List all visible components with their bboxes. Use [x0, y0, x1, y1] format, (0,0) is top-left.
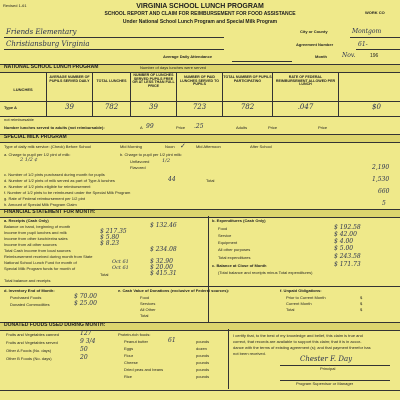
milk-line-a: a. Charge to pupil per 1/2 pint of milk: [4, 152, 71, 157]
milk-right-value-4: 5 [382, 200, 386, 207]
receipt-label-7: Special Milk Program funds for month of [4, 266, 76, 271]
receipt-value-4: $ 234.08 [150, 246, 177, 253]
receipt-value-2: $ 5.80 [100, 234, 120, 241]
form-subtitle: SCHOOL REPORT AND CLAIM FOR REIMBURSEMENT FOR FOOD ASSISTANCE [104, 11, 296, 17]
form-title: VIRGINIA SCHOOL LUNCH PROGRAM [136, 3, 264, 10]
expend-value-1: $ 42.00 [334, 231, 357, 238]
unpaid-row-0: Prior to Current Month [286, 295, 326, 300]
milk-price-a: 2 1/2 ¢ [20, 157, 38, 163]
donated-left-value-0: 127 [80, 330, 92, 337]
unpaid-value-2: $ [360, 307, 363, 312]
adults-price-label: Price [176, 125, 186, 130]
col-header-total: TOTAL LUNCHES [96, 79, 127, 83]
adults-a-label: A [140, 125, 143, 130]
balance-value: $ 171.73 [334, 261, 361, 268]
adults-label-2: Adults [236, 125, 248, 130]
milk-mid-morning: Mid Morning [120, 144, 143, 149]
receipt-value-0: $ 132.46 [150, 222, 177, 229]
sub-note: not reimbursable [4, 117, 34, 122]
donated-left-label-1: Fruits and Vegetables served [6, 340, 58, 345]
milk-line-b: b. Charge to pupil per 1/2 pint milk: [120, 152, 183, 157]
val-free: 39 [149, 103, 158, 111]
col-header-rate: RATE OF FEDERAL REIMBURSEMENT ALLOWED PER LUNCH [275, 75, 336, 87]
principal-label: Principal [320, 366, 336, 371]
ada-label: Average Daily Attendance [163, 54, 213, 59]
section5-heading: DONATED FOODS USED DURING MONTH: [4, 322, 106, 328]
receipt-label-8: Total [100, 272, 109, 277]
col-header-lunches: LUNCHES [13, 87, 33, 92]
form-subtitle-2: Under National School Lunch Program and Special Milk Program [122, 19, 278, 25]
donated-mid-unit-6: pounds [196, 374, 210, 379]
unpaid-value-0: $ [360, 295, 363, 300]
milk-line-f: f. Number of 1/2 pints to be reimbursed under the Special Milk Program [4, 190, 131, 195]
donated-value: $ 25.00 [74, 300, 97, 307]
milk-unflavored-value: 1/2 [162, 158, 171, 164]
expend-label-3: All other purposes [218, 247, 251, 252]
receipt-label-5: Reimbursement received during month from State [4, 254, 93, 259]
val-claim-amount: $0 [372, 103, 381, 111]
purchased-label: Purchased Foods [10, 295, 42, 300]
donated-left-value-2: 50 [80, 346, 88, 353]
milk-right-value-1: 2,190 [372, 164, 390, 171]
cert-line-2: dance with the terms of existing agreement (s); and that payment therefor has [233, 345, 371, 350]
val-rate: .047 [297, 103, 314, 111]
donated-left-label-2: Other A Foods (No. days) [6, 348, 52, 353]
year-value: 196 [370, 53, 379, 59]
donated-mid-label-0: Protein-rich foods: [118, 332, 151, 337]
receipt-value-6: $ 32.90 [150, 258, 173, 265]
cert-line-0: I certify that, to the best of my knowledge and belief, this claim is true and [233, 333, 363, 338]
milk-line-d: d. Number of 1/2 pints of milk served as part of Type A lunches [4, 178, 115, 183]
receipt-month-6: Oct 61 [112, 259, 129, 265]
unpaid-label: f. Unpaid Obligations: [280, 288, 322, 293]
milk-type-a-value: 44 [168, 176, 176, 183]
receipt-month-7: Oct 61 [112, 265, 129, 271]
inventory-label: d. Inventory End of Month: [4, 288, 55, 293]
donated-mid-unit-4: pounds [196, 360, 210, 365]
unpaid-row-1: Current Month [286, 301, 312, 306]
val-avg: 39 [65, 103, 74, 111]
work-code-label: WORK CO [365, 10, 385, 15]
expend-value-0: $ 192.58 [334, 224, 361, 231]
donated-mid-label-1: Peanut butter [124, 339, 149, 344]
donated-mid-label-2: Eggs [124, 346, 134, 351]
city-county-label: City or County [300, 29, 328, 34]
balance-label: c. Balance at Close of Month [212, 263, 267, 268]
receipt-label-6: National School Lunch Fund for month of [4, 260, 77, 265]
receipt-value-8: $ 415.31 [150, 270, 177, 277]
row-label-type-a: Type A [4, 105, 17, 110]
receipts-heading: a. Receipts (Cash Only) [4, 218, 49, 223]
milk-total-label: Total [206, 178, 215, 183]
price-label-3: Price [318, 125, 328, 130]
section1-heading: NATIONAL SCHOOL LUNCH PROGRAM [4, 64, 99, 70]
unpaid-value-1: $ [360, 301, 363, 306]
expend-label-0: Food [218, 226, 228, 231]
section2-heading: SPECIAL MILK PROGRAM [4, 134, 67, 140]
agreement-value: 61- [358, 41, 368, 48]
donated-left-label-0: Fruits and Vegetables canned [6, 332, 59, 337]
expend-value-3: $ 5.00 [334, 245, 354, 252]
receipt-value-1: $ 217.35 [100, 228, 127, 235]
principal-signature: Chester F. Day [300, 355, 353, 363]
cash-value-row-2: All Other [140, 307, 156, 312]
milk-line-h: h. Amount of Special Milk Program Claim [4, 202, 77, 207]
expend-heading: b. Expenditures (Cash Only) [212, 218, 266, 223]
adults-a-value: 99 [146, 123, 154, 130]
receipt-value-7: $ 20.00 [150, 264, 173, 271]
receipt-label-4: Total Cash Income from local sources [4, 248, 71, 253]
donated-label: Donated Commodities [10, 302, 50, 307]
school-name: Friends Elementary [6, 28, 77, 36]
purchased-value: $ 70.00 [74, 293, 97, 300]
noon-check-icon: ✓ [180, 143, 186, 150]
price-label-2: Price [268, 125, 278, 130]
agreement-label: Agreement Number [296, 42, 334, 47]
receipt-label-0: Balance on hand, beginning of month [4, 224, 71, 229]
donated-mid-value-1: 61 [168, 337, 176, 344]
milk-line-c: c. Number of 1/2 pints purchased during month for pupils [4, 172, 105, 177]
receipt-label-2: Income from other lunch/extra sales [4, 236, 68, 241]
donated-mid-label-6: Rice [124, 374, 133, 379]
val-paid: 723 [192, 103, 207, 111]
expend-value-2: $ 4.00 [334, 238, 354, 245]
cert-line-3: not been received. [233, 351, 266, 356]
milk-line-g: g. Rate of Federal reimbursement per 1/2 pint [4, 196, 85, 201]
city-county-value: Montgom [352, 28, 382, 35]
val-participating: 782 [240, 103, 255, 111]
receipt-label-3: Income from all other sources [4, 242, 57, 247]
cert-line-1: correct, that records are available to support this claim; that it is in accor- [233, 339, 362, 344]
cash-value-row-1: Services [140, 301, 156, 306]
cash-value-label: e. Cash Value of Donations (exclusive of Federal sources): [118, 288, 230, 293]
revision-note: Revised 1-61 [3, 3, 27, 8]
section3-heading: FINANCIAL STATEMENT FOR MONTH: [4, 209, 96, 215]
donated-mid-unit-1: pounds [196, 339, 210, 344]
donated-mid-unit-5: pounds [196, 367, 210, 372]
cash-value-row-3: Total [140, 313, 149, 318]
milk-right-value-2: 1,530 [372, 176, 390, 183]
milk-service-label: Type of daily milk service: (Check) Before School [4, 144, 91, 149]
donated-mid-unit-2: dozen [196, 346, 207, 351]
milk-unflavored: Unflavored [130, 159, 150, 164]
receipt-value-3: $ 8.23 [100, 240, 120, 247]
val-total: 782 [104, 103, 119, 111]
donated-mid-unit-3: pounds [196, 353, 210, 358]
month-label: Month [315, 54, 327, 59]
expend-label-4: Total expenditures [218, 255, 251, 260]
receipt-label-1: Income from pupil lunches and milk [4, 230, 67, 235]
milk-flavored: Flavored [130, 165, 146, 170]
adults-label: Number lunches served to adults (not reimbursable): [4, 125, 105, 130]
milk-line-e: e. Number of 1/2 pints eligible for reimbursement [4, 184, 91, 189]
expend-label-2: Equipment [218, 240, 238, 245]
supervisor-label: Program Supervisor or Manager [296, 381, 354, 386]
donated-left-value-3: 20 [80, 354, 88, 361]
donated-left-label-3: Other B Foods (No. days) [6, 356, 52, 361]
days-served-label: Number of days lunches were served [140, 65, 207, 70]
donated-mid-label-4: Cheese [124, 360, 138, 365]
milk-right-value-3: 660 [378, 188, 390, 195]
school-address: Christiansburg Virginia [6, 40, 90, 48]
expend-label-1: Service [218, 233, 232, 238]
receipt-label-9: Total balance and receipts [4, 278, 51, 283]
col-header-paid: NUMBER OF PAID LUNCHES SERVED TO PUPILS [179, 75, 219, 87]
balance-note: (Total balance and receipts minus Total expenditures) [218, 270, 313, 275]
expend-value-4: $ 243.58 [334, 253, 361, 260]
donated-left-value-1: 9 3/4 [80, 338, 96, 345]
milk-mid-afternoon: Mid Afternoon [196, 144, 221, 149]
col-header-avg: AVERAGE NUMBER OF PUPILS SERVED DAILY [49, 75, 90, 83]
milk-noon: Noon [165, 144, 175, 149]
col-header-free: NUMBER OF LUNCHES SERVED PUPILS FREE OR AT LESS THAN FULL PRICE [132, 73, 175, 88]
milk-after-school: After School [250, 144, 272, 149]
cash-value-row-0: Food [140, 295, 150, 300]
col-header-participating: TOTAL NUMBER OF PUPILS PARTICIPATING [223, 75, 272, 83]
unpaid-row-2: Total [286, 307, 295, 312]
month-value: Nov. [342, 52, 356, 59]
adults-price-value: .25 [194, 123, 204, 130]
donated-mid-label-3: Flour [124, 353, 134, 358]
donated-mid-label-5: Dried peas and beans [124, 367, 164, 372]
